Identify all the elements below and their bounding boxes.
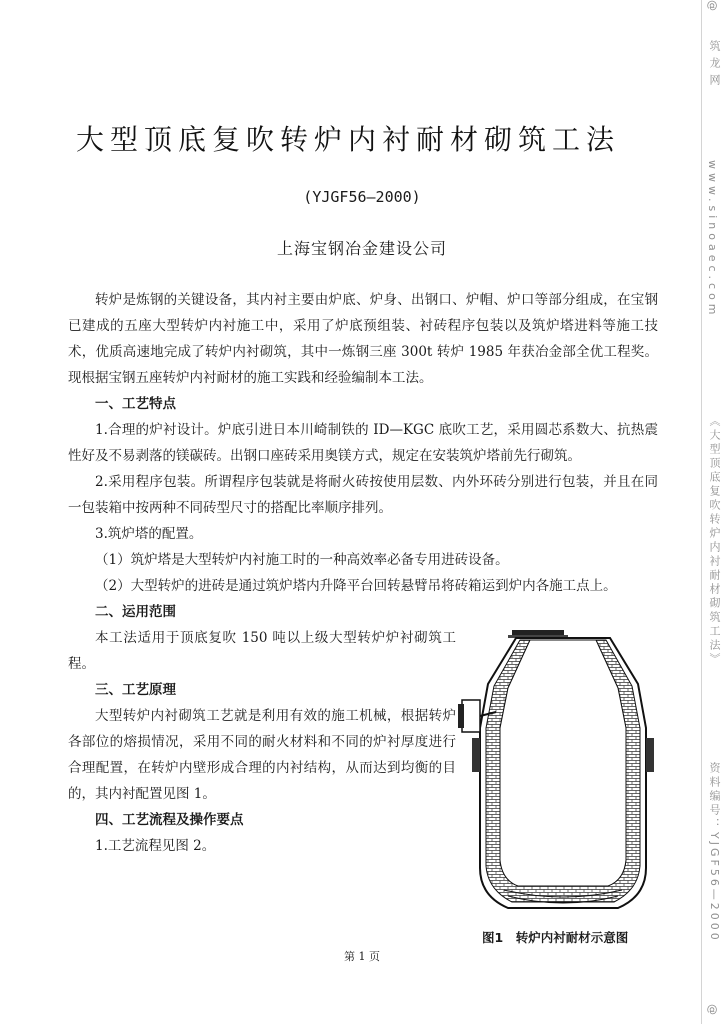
sidebar-doc-title: 《大型顶底复吹转炉内衬耐材砌筑工法》 bbox=[708, 415, 721, 667]
section2-heading: 二、运用范围 bbox=[95, 604, 176, 620]
converter-lining-diagram bbox=[458, 628, 668, 918]
section1-item1: 1.合理的炉衬设计。炉底引进日本川崎制铁的 ID—KGC 底吹工艺，采用圆芯系数大、抗热震性好及不易剥落的镁碳砖。出钢口座砖采用奥镁方式，规定在安装筑炉塔前先行砌筑。 bbox=[68, 422, 658, 464]
sidebar-site-name: 筑龙网 bbox=[708, 40, 721, 91]
section2-text: 本工法适用于顶底复吹 150 吨以上级大型转炉炉衬砌筑工程。 bbox=[68, 630, 456, 672]
section1-item3-1: （1）筑炉塔是大型转炉内衬施工时的一种高效率必备专用进砖设备。 bbox=[95, 552, 509, 568]
watermark-sidebar bbox=[701, 0, 724, 1024]
figure-caption: 图1 转炉内衬耐材示意图 bbox=[482, 930, 629, 945]
section4-item1: 1.工艺流程见图 2。 bbox=[95, 838, 216, 854]
page-number: 第 1 页 bbox=[344, 950, 380, 963]
company-name: 上海宝钢冶金建设公司 bbox=[276, 239, 447, 258]
section3-heading: 三、工艺原理 bbox=[95, 682, 176, 698]
section4-heading: 四、工艺流程及操作要点 bbox=[95, 812, 244, 828]
section1-item3-2: （2）大型转炉的进砖是通过筑炉塔内升降平台回转悬臂吊将砖箱运到炉内各施工点上。 bbox=[95, 578, 617, 594]
section3-text: 大型转炉内衬砌筑工艺就是利用有效的施工机械，根据转炉各部位的熔损情况，采用不同的耐火材料和不同的炉衬厚度进行合理配置，在转炉内壁形成合理的内衬结构，从而达到均衡的目的，其内衬配置见图 1。 bbox=[68, 708, 456, 802]
section1-item3: 3.筑炉塔的配置。 bbox=[95, 526, 203, 542]
sidebar-at-top: @ bbox=[706, 0, 719, 11]
sidebar-at-bottom: @ bbox=[706, 1004, 719, 1015]
section1-item2: 2.采用程序包装。所谓程序包装就是将耐火砖按使用层数、内外环砖分别进行包装，并且在同一包装箱中按两种不同砖型尺寸的搭配比率顺序排列。 bbox=[68, 474, 658, 516]
document-title: 大型顶底复吹转炉内衬耐材砌筑工法 bbox=[75, 123, 620, 156]
sidebar-doc-code: 资料编号：YJGF56—2000 bbox=[708, 762, 721, 943]
intro-paragraph: 转炉是炼钢的关键设备，其内衬主要由炉底、炉身、出钢口、炉帽、炉口等部分组成，在宝钢已建成的五座大型转炉内衬施工中，采用了炉底预组装、衬砖程序包装以及筑炉塔进料等施工技术，优质高速地完成了转炉内衬砌筑，其中一炼钢三座 300t 转炉 1985 年获冶金部全优工程奖。现根据宝钢五座转炉内衬耐材的施工实践和经验编制本工法。 bbox=[68, 292, 658, 386]
section1-heading: 一、工艺特点 bbox=[95, 396, 176, 412]
document-code: (YJGF56—2000) bbox=[303, 188, 421, 206]
sidebar-url: www.sinoaec.com bbox=[706, 160, 719, 319]
